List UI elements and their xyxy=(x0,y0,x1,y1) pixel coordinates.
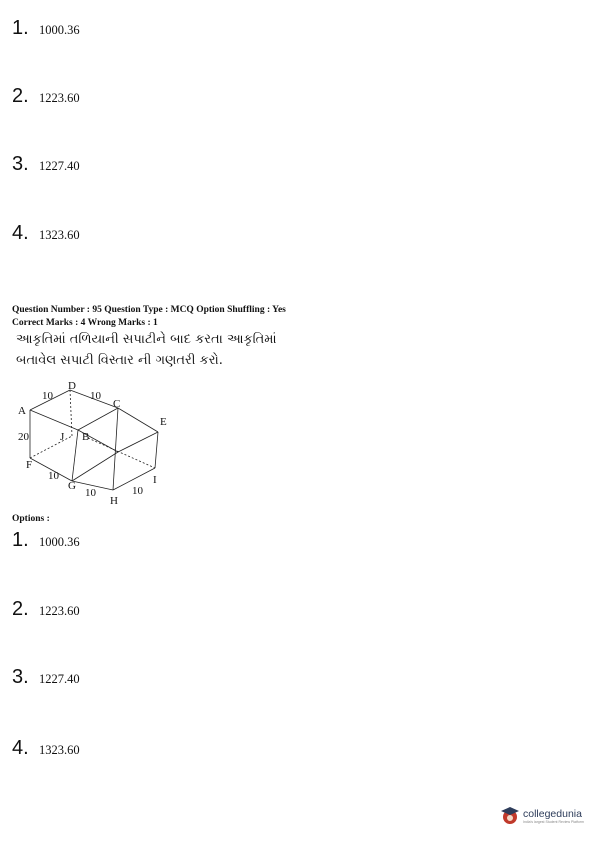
logo-tagline: India's largest Student Review Platform xyxy=(523,820,584,824)
label-g: G xyxy=(68,480,76,492)
question-text-line1: આકૃતિમાં તળિયાની સપાટીને બાદ કરતા આકૃતિમાં xyxy=(16,332,277,347)
option-number: 2. xyxy=(12,85,29,107)
option-value: 1000.36 xyxy=(39,535,80,549)
label-i: I xyxy=(153,474,157,486)
option-value: 1323.60 xyxy=(39,743,80,757)
option-4-top xyxy=(12,222,80,245)
dim-ad: 10 xyxy=(42,390,53,402)
option-number: 4. xyxy=(12,222,29,244)
option-value: 1323.60 xyxy=(39,228,80,242)
options-label: Options : xyxy=(12,514,50,524)
label-b: B xyxy=(82,431,90,443)
option-value: 1223.60 xyxy=(39,604,80,618)
option-value: 1227.40 xyxy=(39,672,80,686)
collegedunia-logo xyxy=(500,805,584,827)
dim-gh: 10 xyxy=(85,487,96,499)
solid-figure-diagram xyxy=(10,378,180,508)
option-number: 2. xyxy=(12,598,29,620)
label-h: H xyxy=(110,495,118,507)
option-value: 1223.60 xyxy=(39,91,80,105)
option-number: 4. xyxy=(12,737,29,759)
question-marks: Correct Marks : 4 Wrong Marks : 1 xyxy=(12,318,158,328)
label-a: A xyxy=(18,405,26,417)
option-2 xyxy=(12,598,80,621)
logo-brand: collegedunia xyxy=(523,808,582,820)
option-3-top xyxy=(12,153,80,176)
option-3 xyxy=(12,666,80,689)
option-number: 3. xyxy=(12,153,29,175)
label-j: J xyxy=(60,431,65,443)
option-number: 1. xyxy=(12,529,29,551)
question-text-line2: બતાવેલ સપાટી વિસ્તાર ની ગણતરી કરો. xyxy=(16,353,223,368)
dim-dc: 10 xyxy=(90,390,101,402)
graduate-cap-icon xyxy=(500,805,520,827)
label-e: E xyxy=(160,416,167,428)
option-1 xyxy=(12,529,80,552)
option-4 xyxy=(12,737,80,760)
option-value: 1000.36 xyxy=(39,23,80,37)
dim-hi: 10 xyxy=(132,485,143,497)
option-number: 3. xyxy=(12,666,29,688)
dim-fg: 10 xyxy=(48,470,59,482)
label-f: F xyxy=(26,459,33,471)
option-1-top xyxy=(12,17,80,40)
option-number: 1. xyxy=(12,17,29,39)
question-meta: Question Number : 95 Question Type : MCQ Option Shuffling : Yes xyxy=(12,305,286,315)
label-d: D xyxy=(68,380,76,392)
label-c: C xyxy=(113,398,121,410)
option-value: 1227.40 xyxy=(39,159,80,173)
option-2-top xyxy=(12,85,80,108)
dim-af: 20 xyxy=(18,431,29,443)
